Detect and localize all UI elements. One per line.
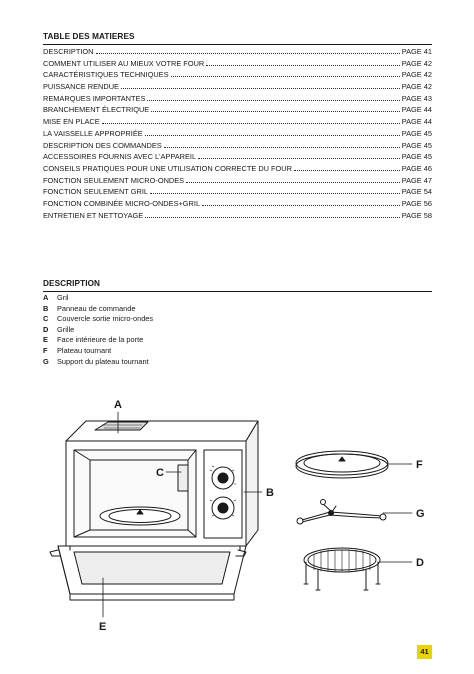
toc-page: PAGE 42 [401, 82, 432, 92]
grill-rack-drawing [304, 548, 380, 590]
part-text: Panneau de commande [57, 303, 136, 313]
toc-label: CARACTÉRISTIQUES TECHNIQUES [43, 70, 169, 80]
toc-title: TABLE DES MATIERES [43, 32, 135, 41]
part-letter: F [43, 345, 48, 355]
toc-page: PAGE 56 [401, 198, 432, 208]
part-letter: G [43, 356, 49, 366]
toc-label: CONSEILS PRATIQUES POUR UNE UTILISATION CORRECTE DU FOUR [43, 163, 292, 173]
callout-d: D [416, 557, 424, 569]
part-letter: E [43, 335, 48, 345]
part-text: Grille [57, 324, 75, 334]
part-text: Plateau tournant [57, 345, 112, 355]
toc-label: COMMENT UTILISER AU MIEUX VOTRE FOUR [43, 58, 205, 68]
toc-label: REMARQUES IMPORTANTES [43, 93, 146, 103]
part-letter: A [43, 293, 49, 302]
part-text: Gril [57, 293, 69, 302]
toc-label: BRANCHEMENT ÉLECTRIQUE [43, 105, 150, 115]
toc-page: PAGE 45 [401, 128, 432, 138]
toc-page: PAGE 43 [401, 93, 432, 103]
toc-page: PAGE 42 [401, 58, 432, 68]
toc-page: PAGE 44 [401, 117, 432, 127]
toc-label: ACCESSOIRES FOURNIS AVEC L'APPAREIL [43, 152, 197, 162]
callout-g: G [416, 508, 425, 520]
toc-page: PAGE 58 [401, 210, 432, 220]
toc-label: FONCTION SEULEMENT MICRO-ONDES [43, 175, 185, 185]
toc-label: FONCTION SEULEMENT GRIL [43, 187, 148, 197]
callout-e: E [99, 621, 107, 633]
turntable-support-drawing [297, 500, 386, 525]
part-letter: D [43, 324, 49, 334]
turntable-plate-drawing [296, 451, 388, 478]
callout-c: C [156, 467, 164, 479]
toc-page: PAGE 45 [401, 140, 432, 150]
toc-label: DESCRIPTION DES COMMANDES [43, 140, 162, 150]
callout-b: B [266, 487, 274, 499]
toc-page: PAGE 54 [401, 187, 432, 197]
toc-page: PAGE 41 [401, 47, 432, 56]
part-letter: B [43, 303, 49, 313]
part-letter: C [43, 314, 49, 324]
part-text: Face intérieure de la porte [57, 335, 144, 345]
toc-label: PUISSANCE RENDUE [43, 82, 119, 92]
page-number: 41 [417, 645, 432, 659]
part-text: Support du plateau tournant [57, 356, 149, 366]
toc-label: ENTRETIEN ET NETTOYAGE [43, 210, 144, 220]
microwave-oven-drawing [50, 421, 258, 600]
toc-label: MISE EN PLACE [43, 117, 100, 127]
toc-page: PAGE 44 [401, 105, 432, 115]
toc-label: FONCTION COMBINÉE MICRO-ONDES+GRIL [43, 198, 201, 208]
toc-page: PAGE 42 [401, 70, 432, 80]
callout-f: F [416, 459, 423, 471]
toc-label: DESCRIPTION [43, 47, 94, 56]
toc-page: PAGE 45 [401, 152, 432, 162]
part-text: Couvercle sortie micro-ondes [57, 314, 154, 324]
callout-a: A [114, 399, 122, 411]
description-title: DESCRIPTION [43, 279, 101, 288]
toc-page: PAGE 47 [401, 175, 432, 185]
toc-label: LA VAISSELLE APPROPRIÉE [43, 128, 143, 138]
toc-page: PAGE 46 [401, 163, 432, 173]
